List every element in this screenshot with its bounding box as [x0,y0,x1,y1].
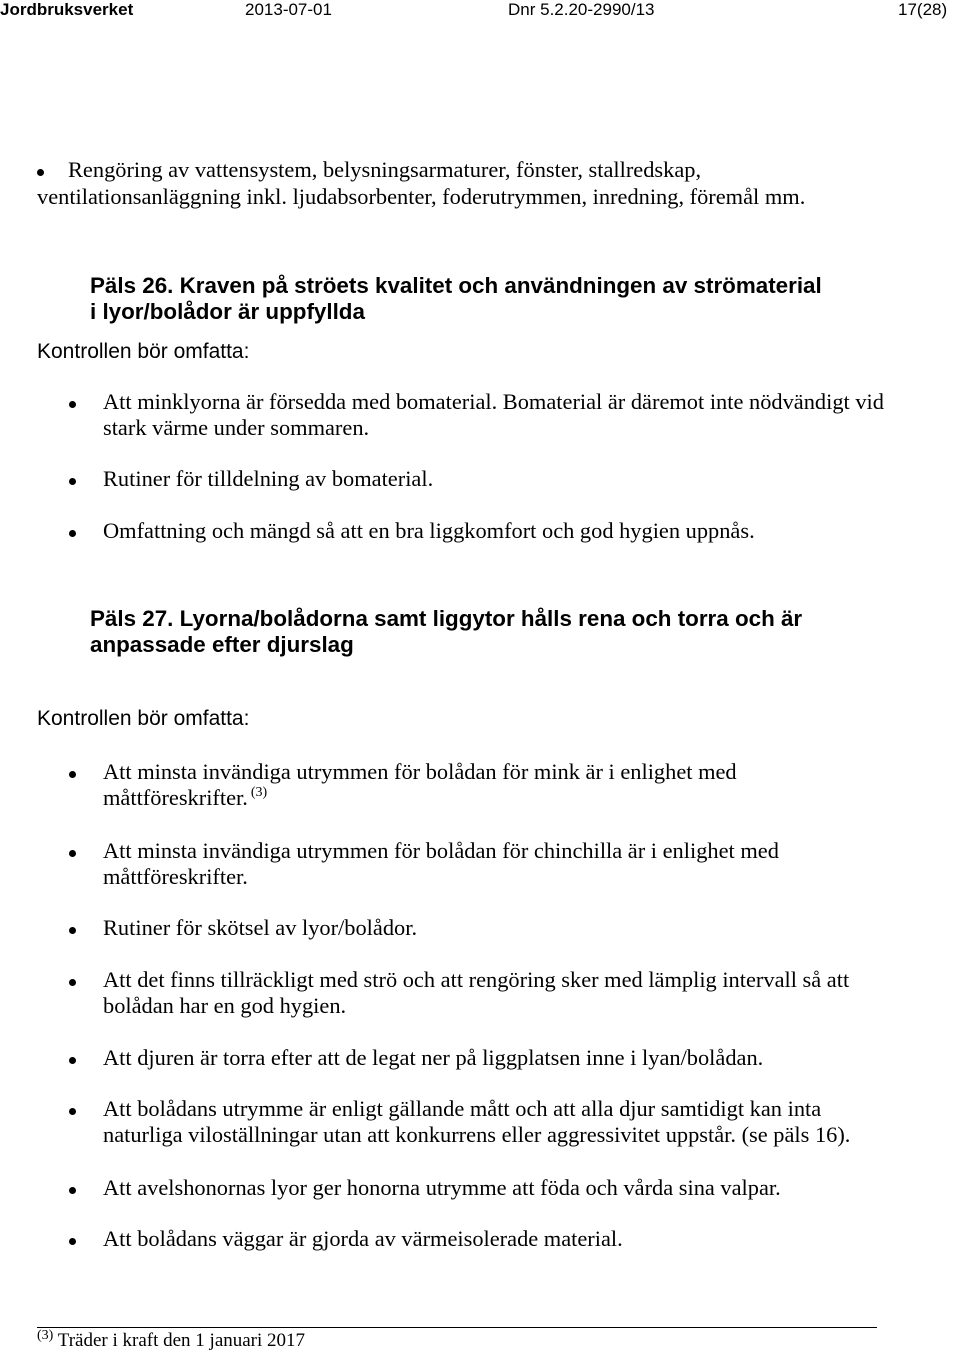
list-item-line: Rengöring av vattensystem, belysningsarmaturer, fönster, stallredskap, [68,157,702,182]
bullet-marker [69,979,76,986]
section-heading: i lyor/bolådor är uppfyllda [90,299,365,324]
list-item-line: Att minsta invändiga utrymmen för bolådan för mink är i enlighet med [103,759,737,784]
header-organization: Jordbruksverket [0,0,134,19]
section-heading: anpassade efter djurslag [90,632,354,657]
list-item-line: Att minklyorna är försedda med bomaterial. Bomaterial är däremot inte nödvändigt vid [103,389,884,414]
list-item-line: Omfattning och mängd så att en bra liggkomfort och god hygien uppnås. [103,518,755,543]
list-item-line: stark värme under sommaren. [103,415,370,440]
bullet-marker [69,478,76,485]
footnote-text: Träder i kraft den 1 januari 2017 [57,1330,306,1351]
list-item-line: Att bolådans väggar är gjorda av värmeisolerade material. [103,1226,623,1251]
list-item-line: Att avelshonornas lyor ger honorna utrymme att föda och vårda sina valpar. [103,1175,781,1200]
bullet-marker [69,771,76,778]
header-date: 2013-07-01 [245,0,332,19]
header-page-number: 17(28) [898,0,948,19]
bullet-marker [69,401,76,408]
bullet-marker [69,1057,76,1064]
bullet-marker [69,1187,76,1194]
header-reference-number: Dnr 5.2.20-2990/13 [508,0,655,19]
section-subheading: Kontrollen bör omfatta: [37,340,250,363]
list-item-line: naturliga viloställningar utan att konkurrens eller aggressivitet uppstår. (se päls 16). [103,1122,851,1147]
list-item-line: Att det finns tillräckligt med strö och att rengöring sker med lämplig intervall så att [103,967,850,992]
bullet-marker [69,1108,76,1115]
footnote-reference: (3) [250,785,268,800]
list-item-line [103,785,267,815]
list-item-line: Att minsta invändiga utrymmen för bolådan för chinchilla är i enlighet med [103,838,779,863]
bullet-marker [69,1238,76,1245]
section-heading: Päls 27. Lyorna/bolådorna samt liggytor hålls rena och torra och är [90,606,803,631]
list-item-line: Att bolådans utrymme är enligt gällande mått och att alla djur samtidigt kan inta [103,1096,822,1121]
bullet-marker [69,927,76,934]
list-item-line: måttföreskrifter. [103,864,248,889]
section-heading: Päls 26. Kraven på ströets kvalitet och användningen av strömaterial [90,273,822,298]
bullet-marker [69,530,76,537]
bullet-marker [37,169,44,176]
footnote [37,1329,305,1355]
section-subheading: Kontrollen bör omfatta: [37,707,250,730]
list-item-text: måttföreskrifter. [103,785,248,810]
list-item-line: Rutiner för tilldelning av bomaterial. [103,466,434,491]
list-item-line: Att djuren är torra efter att de legat ner på liggplatsen inne i lyan/bolådan. [103,1045,764,1070]
list-item-line: bolådan har en god hygien. [103,993,347,1018]
list-item-line: ventilationsanläggning inkl. ljudabsorbenter, foderutrymmen, inredning, föremål mm. [37,184,806,209]
list-item-line: Rutiner för skötsel av lyor/bolådor. [103,915,418,940]
footnote-marker: (3) [37,1328,54,1343]
footnote-separator [37,1327,877,1328]
bullet-marker [69,850,76,857]
